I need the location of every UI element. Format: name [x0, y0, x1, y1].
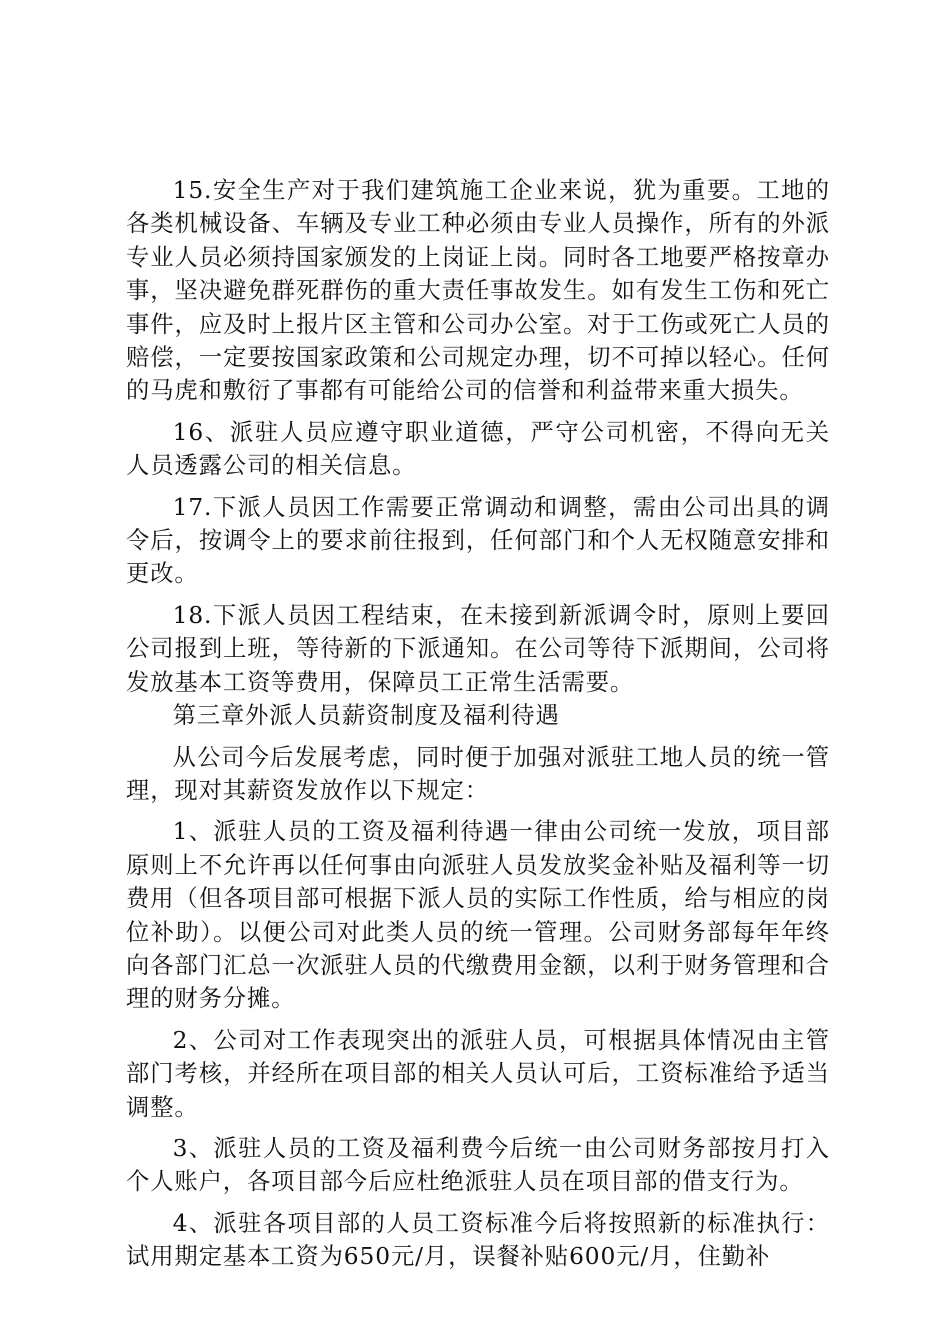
chapter-three-intro: 从公司今后发展考虑，同时便于加强对派驻工地人员的统一管理，现对其薪资发放作以下规定： — [126, 743, 830, 804]
rule-3-account: 3、派驻人员的工资及福利费今后统一由公司财务部按月打入个人账户，各项目部今后应杜绝派驻人员在项目部的借支行为。 — [126, 1134, 830, 1196]
paragraph-15-safety: 15.安全生产对于我们建筑施工企业来说，犹为重要。工地的各类机械设备、车辆及专业工种必须由专业人员操作，所有的外派专业人员必须持国家颁发的上岗证上岗。同时各工地要严格按章办事，坚决避免群死群伤的重大责任事故发生。如有发生工伤和死亡事件，应及时上报片区主管和公司办公室。对于工伤或死亡人员的赔偿，一定要按国家政策和公司规定办理，切不可掉以轻心。任何的马虎和敷衍了事都有可能给公司的信誉和利益带来重大损失。 — [126, 177, 830, 405]
paragraph-16-confidentiality: 16、派驻人员应遵守职业道德，严守公司机密，不得向无关人员透露公司的相关信息。 — [126, 418, 830, 480]
paragraph-17-transfer: 17.下派人员因工作需要正常调动和调整，需由公司出具的调令后，按调令上的要求前往报到，任何部门和个人无权随意安排和更改。 — [126, 493, 830, 588]
rule-2-adjustment: 2、公司对工作表现突出的派驻人员，可根据具体情况由主管部门考核，并经所在项目部的相关人员认可后，工资标准给予适当调整。 — [126, 1026, 830, 1121]
rule-4-salary-standard: 4、派驻各项目部的人员工资标准今后将按照新的标准执行：试用期定基本工资为650元/月，误餐补贴600元/月，住勤补 — [126, 1209, 830, 1271]
chapter-three-heading: 第三章外派人员薪资制度及福利待遇 — [172, 702, 560, 730]
rule-1-payment: 1、派驻人员的工资及福利待遇一律由公司统一发放，项目部原则上不允许再以任何事由向派驻人员发放奖金补贴及福利等一切费用（但各项目部可根据下派人员的实际工作性质，给与相应的岗位补助）。以便公司对此类人员的统一管理。公司财务部每年年终向各部门汇总一次派驻人员的代缴费用金额，以利于财务管理和合理的财务分摊。 — [126, 818, 830, 1013]
document-page — [126, 174, 830, 1274]
paragraph-18-project-end: 18.下派人员因工程结束，在未接到新派调令时，原则上要回公司报到上班，等待新的下派通知。在公司等待下派期间，公司将发放基本工资等费用，保障员工正常生活需要。 — [126, 601, 830, 696]
